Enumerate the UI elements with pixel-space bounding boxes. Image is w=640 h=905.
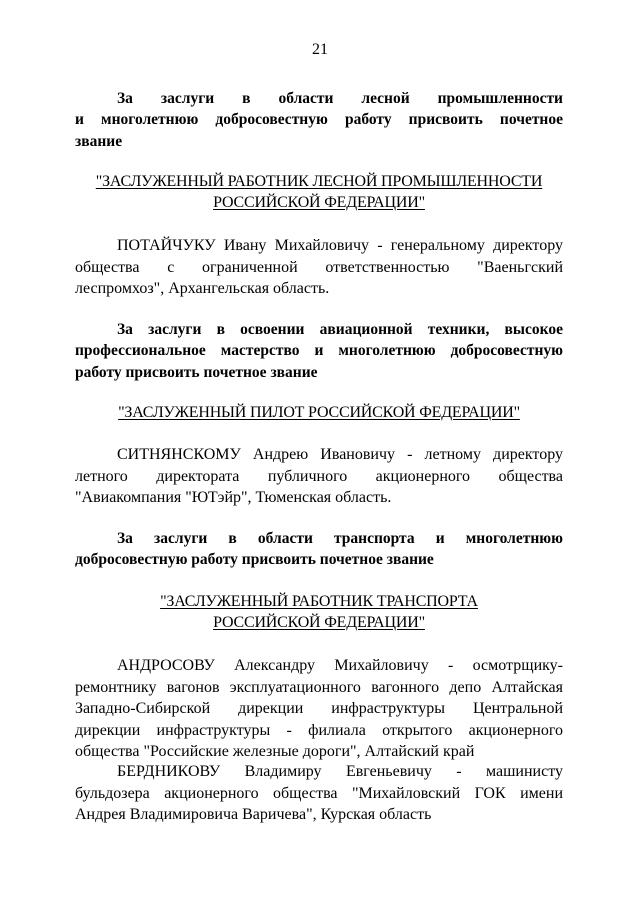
merit-line: За заслуги в освоении авиационной техники, высокое — [117, 321, 563, 338]
awardee-line: летного директората публичного акционерного общества — [75, 467, 563, 485]
merit-line: работу присвоить почетное звание — [75, 363, 318, 381]
merit-line: За заслуги в области транспорта и многолетнюю — [117, 530, 563, 547]
awardee-line: бульдозера акционерного общества "Михайловский ГОК имени — [75, 784, 563, 802]
awardee-line: ПОТАЙЧУКУ Ивану Михайловичу - генеральному директору — [117, 237, 563, 254]
merit-statement-forestry — [75, 88, 563, 152]
awardee-sitnyanskiy — [75, 444, 563, 509]
page-number: 21 — [312, 41, 328, 58]
award-title-forestry — [75, 171, 563, 213]
awardee-line: БЕРДНИКОВУ Владимиру Евгеньевичу - машинисту — [117, 763, 563, 780]
merit-statement-aviation — [75, 319, 563, 383]
awardee-line: Андрея Владимировича Варичева", Курская область — [75, 806, 432, 824]
awardee-line: общества "Российские железные дороги", Алтайский край — [75, 743, 475, 761]
title-line: "ЗАСЛУЖЕННЫЙ РАБОТНИК ЛЕСНОЙ ПРОМЫШЛЕННОСТИ — [95, 173, 543, 190]
merit-line: профессиональное мастерство и многолетнюю добросовестную — [75, 342, 563, 360]
awardee-androsov — [75, 655, 563, 763]
awardee-line: ремонтнику вагонов эксплуатационного вагонного депо Алтайская — [75, 678, 563, 696]
title-line: "ЗАСЛУЖЕННЫЙ РАБОТНИК ТРАНСПОРТА — [160, 593, 478, 610]
merit-line: звание — [75, 132, 123, 150]
awardee-line: Западно-Сибирской дирекции инфраструктуры Центральной — [75, 700, 563, 718]
merit-statement-transport — [75, 528, 563, 571]
merit-line: За заслуги в области лесной промышленности — [117, 90, 563, 107]
merit-line: и многолетнюю добросовестную работу присвоить почетное — [75, 111, 563, 129]
awardee-potaychuk — [75, 235, 563, 300]
awardee-line: АНДРОСОВУ Александру Михайловичу - осмотрщику- — [117, 657, 563, 674]
awardee-line: "Авиакомпания "ЮТэйр", Тюменская область. — [75, 489, 392, 507]
awardee-line: СИТНЯНСКОМУ Андрею Ивановичу - летному директору — [117, 446, 563, 463]
award-title-aviation — [75, 402, 563, 423]
awardee-line: дирекции инфраструктуры - филиала открытого акционерного — [75, 721, 563, 739]
title-line: "ЗАСЛУЖЕННЫЙ ПИЛОТ РОССИЙСКОЙ ФЕДЕРАЦИИ" — [118, 404, 520, 421]
title-line: РОССИЙСКОЙ ФЕДЕРАЦИИ" — [213, 194, 425, 211]
awardee-line: общества с ограниченной ответственностью "Ваеньгский — [75, 258, 563, 276]
awardee-berdnikov — [75, 761, 563, 826]
merit-line: добросовестную работу присвоить почетное звание — [75, 551, 434, 569]
award-title-transport — [75, 591, 563, 633]
title-line: РОССИЙСКОЙ ФЕДЕРАЦИИ" — [213, 614, 425, 631]
awardee-line: леспромхоз", Архангельская область. — [75, 280, 330, 298]
